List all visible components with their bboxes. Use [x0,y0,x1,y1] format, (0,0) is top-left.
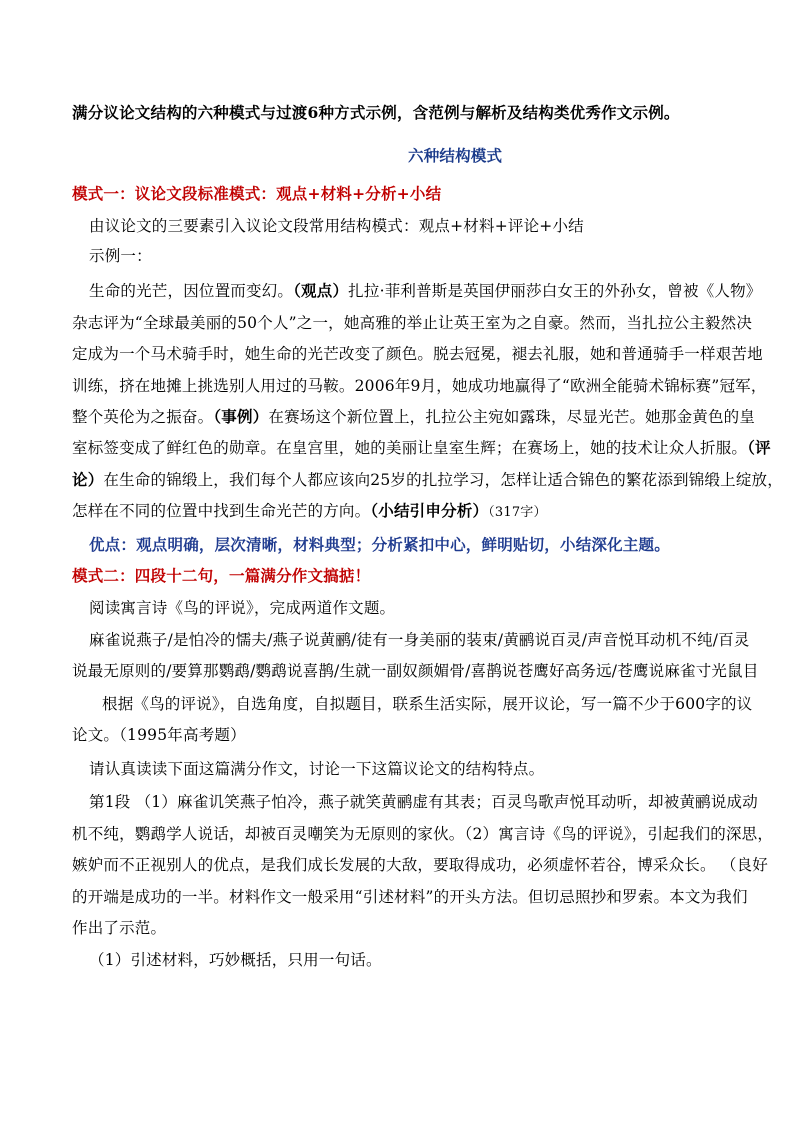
mode1-para-line-1 [89,281,762,301]
mode1-para-line-8 [72,501,547,523]
mode2-line-10: 的开端是成功的一半。材料作文一般采用“引述材料”的开头方法。但切忌照抄和罗索。本文为我们 [72,888,748,906]
mode2-line-6: 请认真读读下面这篇满分作文，讨论一下这篇议论文的结构特点。 [89,760,545,778]
mode2-line-4: 根据《鸟的评说》，自选角度，自拟题目，联系生活实际，展开议论，写一篇不少于600字的议 [102,695,753,713]
text-span: 在生命的锦缎上，我们每个人都应该向25岁的扎拉学习，怎样让适合锦色的繁花添到锦缎上绽放， [103,471,783,489]
mode2-line-8: 机不纯，鹦鹉学人说话，却被百灵嘲笑为无原则的家伙。（2）寓言诗《鸟的评说》，引起我们的深思， [72,825,774,843]
example-label: 示例一： [89,247,152,265]
tag-summary: （小结引申分析） [370,501,489,520]
mode2-line-3: 说最无原则的/要算那鹦鹉/鹦鹉说喜鹊/生就一副奴颜媚骨/喜鹊说苍鹰好高务远/苍鹰说麻雀寸光鼠目 [72,662,759,680]
mode1-para-line-2: 杂志评为“全球最美丽的50个人”之一，她高雅的举止让英王室为之自豪。然而，当扎拉公主毅然决 [72,314,753,332]
document-heading: 满分议论文结构的六种模式与过渡6种方式示例，含范例与解析及结构类优秀作文示例。 [72,103,680,122]
mode1-para-line-4: 训练，挤在地摊上挑选别人用过的马鞍。2006年9月，她成功地赢得了“欧洲全能骑术锦标赛”冠军， [72,377,767,395]
text-span: 怎样在不同的位置中找到生命光芒的方向。 [72,502,371,520]
mode2-line-9: 嫉妒而不正视别人的优点，是我们成长发展的大敌，要取得成功，必须虚怀若谷，博采众长。 （良好 [72,856,768,874]
mode1-para-line-6 [72,438,771,458]
word-count: （317字） [488,505,547,520]
mode2-line-1: 阅读寓言诗《鸟的评说》，完成两道作文题。 [89,599,396,617]
mode2-title: 模式二：四段十二句，一篇满分作文搞掂！ [72,566,371,585]
mode2-line-5: 论文。（1995年高考题） [72,726,246,744]
text-span: 生命的光芒，因位置而变幻。 [89,282,294,300]
mode2-line-11: 作出了示范。 [72,919,167,937]
tag-comment-start: （评 [747,438,771,457]
tag-example: （事例） [213,407,269,426]
mode1-merit: 优点：观点明确，层次清晰，材料典型；分析紧扣中心，鲜明贴切，小结深化主题。 [89,535,670,554]
tag-viewpoint: （观点） [293,281,349,300]
section-title: 六种结构模式 [408,146,503,165]
text-span: 室标签变成了鲜红色的勋章。在皇宫里，她的美丽让皇室生辉；在赛场上，她的技术让众人折服。 [72,439,748,457]
mode1-intro: 由议论文的三要素引入议论文段常用结构模式：观点+材料+评论+小结 [89,217,584,235]
text-span: 整个英伦为之振奋。 [72,408,214,426]
mode1-title: 模式一：议论文段标准模式：观点+材料+分析+小结 [72,184,442,203]
mode2-line-12: （1）引述材料，巧妙概括，只用一句话。 [89,951,382,969]
tag-comment-end: 论） [72,470,104,489]
mode1-para-line-3: 定成为一个马术骑手时，她生命的光芒改变了颜色。脱去冠冕，褪去礼服，她和普通骑手一样艰苦地 [72,345,763,363]
text-span: 在赛场这个新位置上，扎拉公主宛如露珠，尽显光芒。她那金黄色的皇 [268,408,756,426]
mode1-para-line-7 [72,470,783,490]
mode1-para-line-5 [72,407,755,427]
mode2-line-2: 麻雀说燕子/是怕冷的懦夫/燕子说黄鹂/徒有一身美丽的装束/黄鹂说百灵/声音悦耳动机不纯/百灵 [89,631,750,649]
mode2-line-7: 第1段 （1）麻雀讥笑燕子怕冷，燕子就笑黄鹂虚有其表；百灵鸟歌声悦耳动听，却被黄鹂说成动 [89,793,758,811]
text-span: 扎拉·菲利普斯是英国伊丽莎白女王的外孙女，曾被《人物》 [348,282,762,300]
